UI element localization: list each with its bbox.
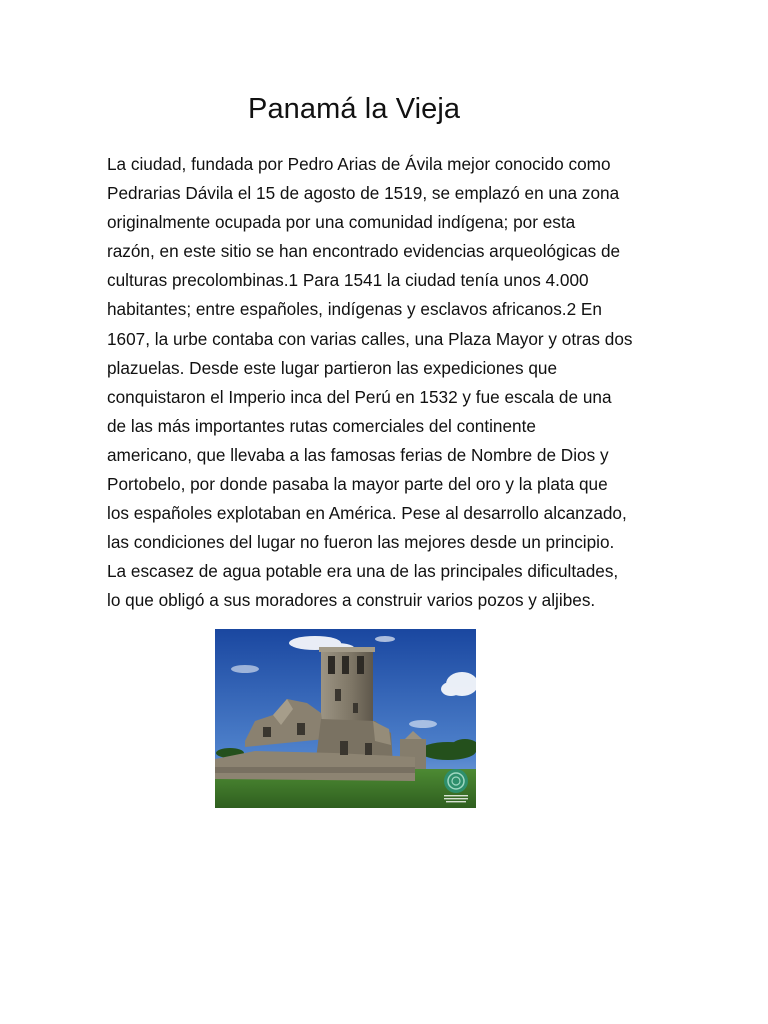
paragraph-line: conquistaron el Imperio inca del Perú en 1532 y fue escala de una <box>107 386 612 407</box>
body-paragraph <box>107 150 667 616</box>
paragraph-line: plazuelas. Desde este lugar partieron las expediciones que <box>107 357 558 378</box>
paragraph-line: La ciudad, fundada por Pedro Arias de Ávila mejor conocido como <box>107 154 611 174</box>
paragraph-line: lo que obligó a sus moradores a construir varios pozos y aljibes. <box>107 590 596 611</box>
paragraph-line: americano, que llevaba a las famosas ferias de Nombre de Dios y <box>107 444 609 465</box>
paragraph-line: los españoles explotaban en América. Pese al desarrollo alcanzado, <box>107 503 627 524</box>
page-title: Panamá la Vieja <box>248 93 461 125</box>
paragraph-line: de las más importantes rutas comerciales del continente <box>107 415 536 436</box>
paragraph-line: Portobelo, por donde pasaba la mayor parte del oro y la plata que <box>107 474 608 495</box>
paragraph-line: culturas precolombinas.1 Para 1541 la ciudad tenía unos 4.000 <box>107 270 589 291</box>
paragraph-line: La escasez de agua potable era una de las principales dificultades, <box>107 561 619 582</box>
paragraph-line: Pedrarias Dávila el 15 de agosto de 1519, se emplazó en una zona <box>107 183 620 204</box>
paragraph-line: las condiciones del lugar no fueron las mejores desde un principio. <box>107 532 615 553</box>
paragraph-line: razón, en este sitio se han encontrado evidencias arqueológicas de <box>107 241 621 262</box>
ruins-photo <box>215 629 476 808</box>
paragraph-line: 1607, la urbe contaba con varias calles, una Plaza Mayor y otras dos <box>107 328 633 349</box>
paragraph-line: originalmente ocupada por una comunidad indígena; por esta <box>107 212 576 233</box>
paragraph-line: habitantes; entre españoles, indígenas y esclavos africanos.2 En <box>107 299 602 320</box>
